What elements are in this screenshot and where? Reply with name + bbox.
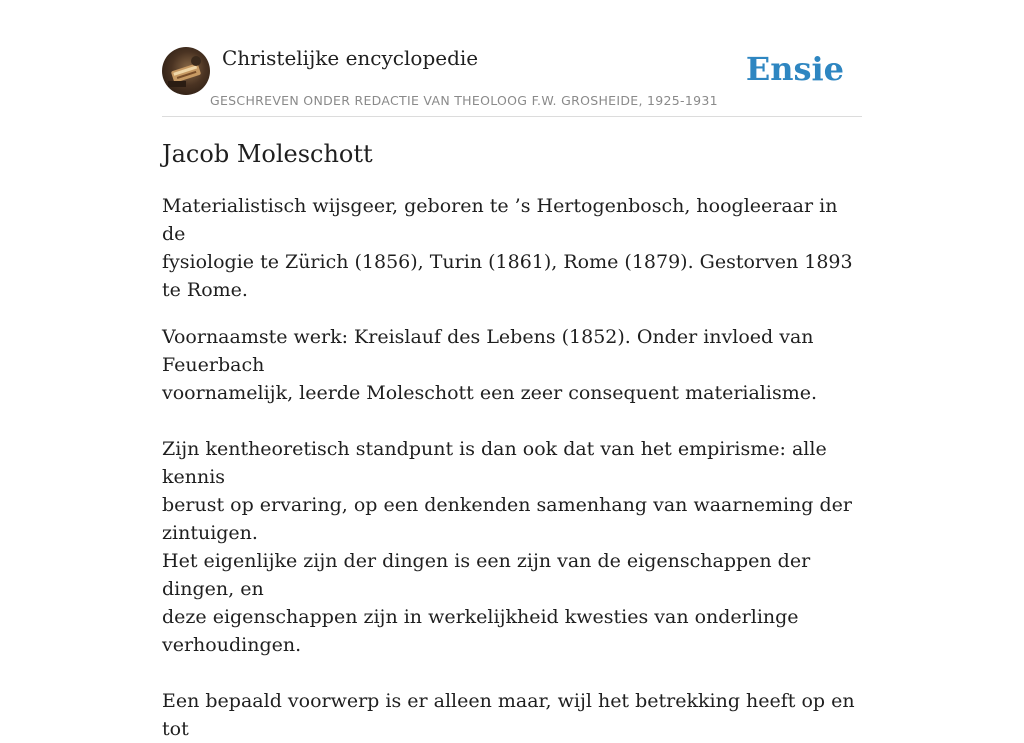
site-subtitle: GESCHREVEN ONDER REDACTIE VAN THEOLOOG F.W. GROSHEIDE, 1925-1931 xyxy=(210,93,718,108)
article-title: Jacob Moleschott xyxy=(162,140,373,168)
article-body xyxy=(162,192,862,743)
site-header xyxy=(162,0,862,117)
article-paragraph: Zijn kentheoretisch standpunt is dan ook dat van het empirisme: alle kennis berust op ervaring, op een denkenden samenhang van waarneming der zintuigen. Het eigenlijke zijn der dingen is een zijn van de eigenschappen der dingen, en deze eigenschappen zijn in werkelijkheid kwesties van onderlinge verhoudingen. xyxy=(162,438,852,656)
book-photo-icon xyxy=(162,47,210,95)
page xyxy=(162,0,862,740)
paragraph-spacer xyxy=(162,407,862,435)
ensie-logo-link[interactable]: Ensie xyxy=(745,50,844,88)
site-title[interactable]: Christelijke encyclopedie xyxy=(222,46,479,70)
article-paragraph: Materialistisch wijsgeer, geboren te ’s Hertogenbosch, hoogleeraar in de fysiologie te Zürich (1856), Turin (1861), Rome (1879). Gestorven 1893 te Rome. xyxy=(162,195,853,301)
article-paragraph: Een bepaald voorwerp is er alleen maar, wijl het betrekking heeft op en tot xyxy=(162,690,855,740)
encyclopedia-avatar[interactable] xyxy=(162,47,210,95)
paragraph-spacer xyxy=(162,659,862,687)
article-paragraph: Voornaamste werk: Kreislauf des Lebens (1852). Onder invloed van Feuerbach voornamelijk, leerde Moleschott een zeer consequent materialisme. xyxy=(162,326,818,404)
